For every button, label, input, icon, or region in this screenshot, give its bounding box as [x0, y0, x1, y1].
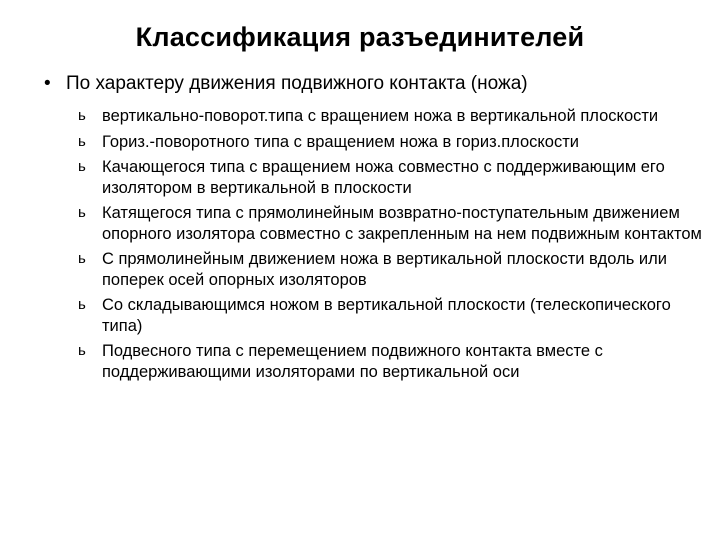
sub-bullet-text: Катящегося типа с прямолинейным возвратно-поступательным движением опорного изолятора совместно с закрепленным на нем подвижным контактом	[102, 204, 702, 243]
sub-bullet-marker: ь	[78, 296, 86, 313]
sub-bullet-text: вертикально-поворот.типа с вращением ножа в вертикальной плоскости	[102, 107, 659, 125]
sub-bullet-item	[78, 203, 703, 244]
sub-bullet-item	[78, 106, 703, 127]
sub-bullet-text: Гориз.-поворотного типа с вращением ножа в гориз.плоскости	[102, 132, 579, 151]
sub-bullet-list	[78, 106, 703, 387]
slide-title: Классификация разъединителей	[135, 22, 585, 52]
sub-bullet-item	[78, 341, 703, 382]
sub-bullet-marker: ь	[78, 342, 86, 359]
sub-bullet-marker: ь	[78, 158, 86, 175]
sub-bullet-item	[78, 157, 703, 198]
sub-bullet-text: Со складывающимся ножом в вертикальной плоскости (телескопического типа)	[102, 296, 671, 335]
sub-bullet-marker: ь	[78, 204, 86, 221]
sub-bullet-marker: ь	[78, 107, 86, 124]
main-bullet-text: По характеру движения подвижного контакта (ножа)	[66, 73, 528, 94]
sub-bullet-text: С прямолинейным движением ножа в вертикальной плоскости вдоль или поперек осей опорных изоляторов	[102, 250, 667, 289]
bullet-marker: •	[44, 73, 51, 94]
sub-bullet-marker: ь	[78, 132, 86, 150]
sub-bullet-marker: ь	[78, 250, 86, 267]
sub-bullet-item	[78, 132, 703, 153]
sub-bullet-text: Качающегося типа с вращением ножа совместно с поддерживающим его изолятором в вертикальной в плоскости	[102, 158, 665, 197]
sub-bullet-text: Подвесного типа с перемещением подвижного контакта вместе с поддерживающими изоляторами по вертикальной оси	[102, 342, 603, 381]
sub-bullet-item	[78, 295, 703, 336]
sub-bullet-item	[78, 249, 703, 290]
